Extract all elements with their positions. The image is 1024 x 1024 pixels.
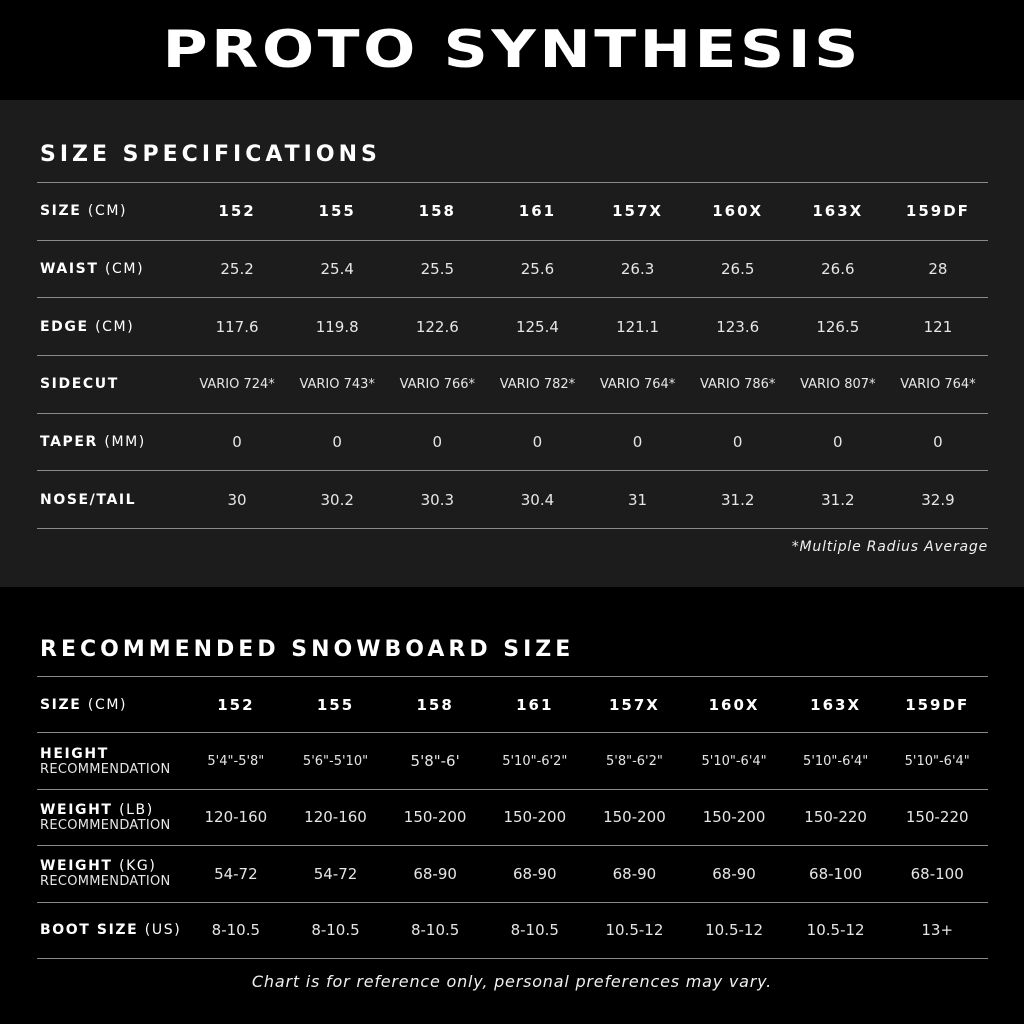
- table-cell: 68-90: [386, 846, 484, 902]
- table-cell: VARIO 766*: [387, 356, 487, 414]
- table-cell: 150-200: [386, 789, 484, 845]
- row-label-text: SIZE: [40, 696, 82, 713]
- table-cell: 5'4"-5'8": [187, 733, 285, 789]
- row-label-unit: (KG): [119, 858, 157, 875]
- table-cell: VARIO 764*: [888, 356, 988, 414]
- size-column-header: 155: [287, 183, 387, 241]
- row-label-subtitle: RECOMMENDATION: [40, 874, 171, 890]
- row-label-text: SIDECUT: [40, 376, 119, 393]
- row-label-unit: (MM): [104, 434, 146, 451]
- row-label-subtitle: RECOMMENDATION: [40, 761, 171, 777]
- table-cell: 117.6: [187, 298, 287, 356]
- table-cell: 0: [387, 413, 487, 471]
- table-cell: 122.6: [387, 298, 487, 356]
- size-column-header: 161: [484, 677, 586, 733]
- table-cell: 5'10"-6'4": [683, 733, 785, 789]
- table-cell: 8-10.5: [285, 902, 387, 958]
- table-cell: 31.2: [688, 471, 788, 529]
- table-cell: 120-160: [187, 789, 285, 845]
- table-cell: 120-160: [285, 789, 387, 845]
- size-column-header: 160X: [683, 677, 785, 733]
- table-cell: 68-100: [785, 846, 887, 902]
- row-label: [37, 471, 187, 529]
- size-specifications-table: [37, 182, 988, 529]
- sidecut-footnote: *Multiple Radius Average: [791, 539, 988, 555]
- row-label: [37, 413, 187, 471]
- size-column-header: 152: [187, 677, 285, 733]
- row-label-text: WAIST: [40, 261, 99, 278]
- row-label-subtitle: RECOMMENDATION: [40, 817, 171, 833]
- size-column-header: 158: [386, 677, 484, 733]
- table-cell: 150-220: [785, 789, 887, 845]
- size-column-header: 163X: [785, 677, 887, 733]
- table-cell: 54-72: [285, 846, 387, 902]
- table-cell: 0: [788, 413, 888, 471]
- table-cell: 123.6: [688, 298, 788, 356]
- size-column-header: 159DF: [886, 677, 988, 733]
- reference-disclaimer: Chart is for reference only, personal preferences may vary.: [251, 972, 773, 991]
- table-cell: 150-220: [886, 789, 988, 845]
- table-cell: 5'10"-6'2": [484, 733, 586, 789]
- table-row: [37, 789, 988, 845]
- table-cell: 0: [588, 413, 688, 471]
- row-label: [37, 846, 187, 902]
- row-label: [37, 733, 187, 789]
- row-label-text: TAPER: [40, 434, 98, 451]
- table-cell: 150-200: [484, 789, 586, 845]
- row-label-unit: (CM): [87, 696, 128, 713]
- table-cell: 26.6: [788, 240, 888, 298]
- table-cell: 25.2: [187, 240, 287, 298]
- row-label-unit: (LB): [119, 801, 154, 818]
- table-cell: 5'6"-5'10": [285, 733, 387, 789]
- row-label-unit: (CM): [87, 203, 128, 220]
- size-column-header: 155: [285, 677, 387, 733]
- row-label-text: BOOT SIZE: [40, 922, 139, 939]
- table-cell: 5'10"-6'4": [785, 733, 887, 789]
- size-column-header: 163X: [788, 183, 888, 241]
- table-cell: 8-10.5: [484, 902, 586, 958]
- header-bar: [0, 0, 1024, 100]
- size-column-header: 157X: [586, 677, 684, 733]
- table-cell: 68-100: [886, 846, 988, 902]
- table-cell: 10.5-12: [785, 902, 887, 958]
- table-cell: 0: [888, 413, 988, 471]
- size-column-header: 160X: [688, 183, 788, 241]
- size-header-row: [37, 183, 988, 241]
- table-cell: 30.4: [487, 471, 587, 529]
- table-cell: 32.9: [888, 471, 988, 529]
- table-cell: 121: [888, 298, 988, 356]
- table-cell: 121.1: [588, 298, 688, 356]
- table-cell: 150-200: [683, 789, 785, 845]
- table-cell: 68-90: [484, 846, 586, 902]
- recommended-size-section: [0, 587, 1024, 1024]
- row-label-text: WEIGHT: [40, 858, 113, 875]
- table-row: [37, 413, 988, 471]
- row-label: [37, 677, 187, 733]
- table-cell: 150-200: [586, 789, 684, 845]
- recommended-size-table: [37, 676, 988, 959]
- row-label-text: EDGE: [40, 318, 89, 335]
- table-row: [37, 846, 988, 902]
- table-cell: 68-90: [586, 846, 684, 902]
- size-column-header: 158: [387, 183, 487, 241]
- table-cell: 0: [487, 413, 587, 471]
- table-cell: 8-10.5: [386, 902, 484, 958]
- table-cell: 30.2: [287, 471, 387, 529]
- table-cell: VARIO 743*: [287, 356, 387, 414]
- table-row: [37, 356, 988, 414]
- size-specifications-heading: SIZE SPECIFICATIONS: [40, 142, 381, 167]
- row-label-text: WEIGHT: [40, 801, 113, 818]
- row-label-unit: (CM): [95, 318, 135, 335]
- table-row: [37, 902, 988, 958]
- row-label: [37, 789, 187, 845]
- table-cell: 10.5-12: [586, 902, 684, 958]
- table-cell: 5'8"-6': [386, 733, 484, 789]
- table-row: [37, 240, 988, 298]
- table-cell: 5'8"-6'2": [586, 733, 684, 789]
- table-cell: VARIO 724*: [187, 356, 287, 414]
- row-label-unit: (US): [144, 922, 182, 939]
- table-cell: 125.4: [487, 298, 587, 356]
- table-cell: VARIO 786*: [688, 356, 788, 414]
- table-cell: 25.5: [387, 240, 487, 298]
- row-label: [37, 240, 187, 298]
- table-cell: 0: [688, 413, 788, 471]
- size-specifications-section: [0, 100, 1024, 587]
- table-row: [37, 733, 988, 789]
- table-cell: VARIO 764*: [588, 356, 688, 414]
- table-cell: 10.5-12: [683, 902, 785, 958]
- row-label: [37, 902, 187, 958]
- table-cell: 8-10.5: [187, 902, 285, 958]
- table-cell: VARIO 807*: [788, 356, 888, 414]
- row-label-text: SIZE: [40, 203, 82, 220]
- row-label: [37, 298, 187, 356]
- table-cell: 119.8: [287, 298, 387, 356]
- table-cell: 26.3: [588, 240, 688, 298]
- row-label-text: NOSE/TAIL: [40, 491, 137, 508]
- table-cell: 0: [287, 413, 387, 471]
- size-column-header: 152: [187, 183, 287, 241]
- recommended-size-heading: RECOMMENDED SNOWBOARD SIZE: [40, 637, 575, 662]
- size-header-row: [37, 677, 988, 733]
- table-cell: 31: [588, 471, 688, 529]
- table-cell: 25.6: [487, 240, 587, 298]
- table-row: [37, 471, 988, 529]
- size-column-header: 159DF: [888, 183, 988, 241]
- table-cell: 30: [187, 471, 287, 529]
- table-cell: 5'10"-6'4": [886, 733, 988, 789]
- row-label-unit: (CM): [104, 261, 145, 278]
- row-label: [37, 183, 187, 241]
- table-cell: 13+: [886, 902, 988, 958]
- table-cell: 31.2: [788, 471, 888, 529]
- table-cell: 68-90: [683, 846, 785, 902]
- row-label-text: HEIGHT: [40, 745, 109, 762]
- table-cell: 0: [187, 413, 287, 471]
- table-cell: 30.3: [387, 471, 487, 529]
- table-cell: 26.5: [688, 240, 788, 298]
- table-cell: VARIO 782*: [487, 356, 587, 414]
- table-cell: 126.5: [788, 298, 888, 356]
- row-label: [37, 356, 187, 414]
- size-column-header: 157X: [588, 183, 688, 241]
- table-cell: 28: [888, 240, 988, 298]
- table-cell: 54-72: [187, 846, 285, 902]
- size-column-header: 161: [487, 183, 587, 241]
- page-title: PROTO SYNTHESIS: [162, 20, 862, 80]
- table-row: [37, 298, 988, 356]
- table-cell: 25.4: [287, 240, 387, 298]
